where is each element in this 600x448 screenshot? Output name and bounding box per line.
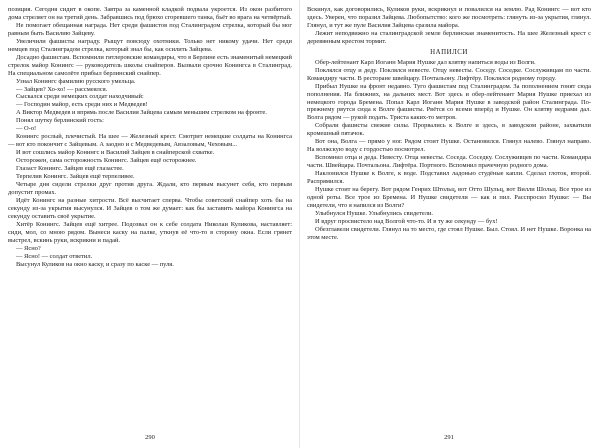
paragraph: Собрали фашисты свежие силы. Прорвались к Волге и здесь, в заводском районе, захватили кромешный пятачок.: [307, 122, 591, 138]
dialogue-line: — Господин майор, есть среди них и Медведев!: [16, 101, 148, 109]
paragraph: Глазаст Конингс. Зайцев ещё глазастее.: [16, 165, 124, 173]
paragraph: Обер-лейтенант Карл Иоганн Мария Нушке дал клятву напиться воды из Волги.: [315, 58, 536, 66]
paragraph: Обезглавели свидетели. Глянул на то место, где стоял Нушке. Был. Стоял. И нет Нушке. Воронка на этом месте.: [307, 225, 591, 241]
paragraph: Вскинул, как договорились, Куликов руки, вскрикнул и повалился на землю. Рад Конингс — вот кто здесь. Уверен, что поразил Зайцева. Любопытство: кого же посмотреть: глянуть из-за укрытия, глянул. Глянул, и тут же пуле Василия Зайцева сразила майора.: [307, 6, 591, 29]
paragraph: Наклонился Нушке к Волге, к воде. Подставил ладонью студёные капли. Сделал глоток, второй. Распрямился.: [307, 170, 591, 186]
paragraph: Улыбнулся Нушке. Улыбнулись свидетели.: [315, 209, 434, 217]
left-page: [8, 6, 292, 442]
paragraph: Узнал Конингс фамилию русского умельца.: [16, 77, 136, 85]
page-number: 291: [444, 434, 454, 441]
paragraph: Осторожен, сама осторожность Конингс. Зайцев ещё осторожнее.: [16, 157, 197, 165]
paragraph: Высунул Куликов на окно каску, и сразу по каске — пуля.: [16, 260, 174, 268]
dialogue-line: — Ясно?: [16, 244, 41, 252]
left-page-text: [8, 6, 292, 429]
paragraph: Вспомнил отца и деда. Невесту. Отца невесты. Соседа. Соседку. Сослуживцев по части. Командира части. Швейцара. Почтальона. Лифтёра. Портного. Вспомнил прачечную родного дома.: [307, 154, 591, 170]
paragraph: Конингс рослый, плечистый. На шее — Железный крест. Смотрит немецкие солдаты на Конингса — вот кто покончит с Зайцевым. А заодно и с Медведевым, Авзаловым, Чеховым...: [8, 133, 292, 149]
dialogue-line: — Зайцев? Хо-хо! — рассмеялся.: [16, 85, 108, 93]
paragraph: Нушке стоит на берегу. Вот рядом Генрих Штольц, вот Отто Шульц, вот Вилли Шольц. Все трое из одной роты. Все трое из Бремена. И Нушке свидетели — как и пил. Расспросил Нушке: — Вы свидетели, что я напился из Волги?: [307, 186, 591, 209]
section-heading: НАПИЛСИ: [430, 48, 468, 56]
paragraph: позиция. Сегодня сидит в окопе. Завтра за каменной кладкой подвала укроется. Из окон разбитого дома стреляет он на третий день. Забравшись под брюхо сгоревшего танка, бьёт во врага на четвёртый.: [8, 6, 292, 21]
paragraph: Лежит неподвижно на сталинградской земле берлинская знаменитость. На шее Железный крест с деревянным крестом тормит.: [307, 29, 591, 45]
paragraph: А Виктор Медведев и впрямь после Василия Зайцева самым меньшим стрелком на фронте.: [16, 109, 267, 117]
paragraph: Понял шутку берлинский гость:: [16, 117, 104, 125]
book-gutter: [299, 0, 300, 448]
paragraph: Терпелив Конингс. Зайцев ещё терпеливее.: [16, 173, 135, 181]
paragraph: Сыскался среди немецких солдат находчивый:: [16, 93, 144, 101]
right-page-text: [307, 6, 591, 429]
paragraph: И вот сошлись майор Конингс и Василий Зайцев в снайперской схватке.: [16, 149, 215, 157]
paragraph: И вдруг просвистело над Волгой что-то. И в ту же секунду — бух!: [315, 217, 498, 225]
paragraph: Хитёр Конингс. Зайцев ещё хитрее. Подозвал он к себе солдата Николаи Куликова, наставляет: сиди, мол, со мною рядом. Вынеси каску на палке, уткнув её что-то в сторону окна. Если грянет выстрел, вскинь руки, вскрикни и падай.: [8, 220, 292, 244]
paragraph: Четыре дня сидели стрелки друг против друга. Ждали, кто первым высунет себя, кто первым допустит промах.: [8, 180, 292, 196]
paragraph: Идёт Конингс на разные хитрости. Всё высчитает сперва. Чтобы советский снайпер хоть бы на секунду из-за укрытия высунулся. И Зайцев о том же думает: как бы заставить майора Конингса на секунду оставить своё укрытие.: [8, 196, 292, 220]
right-page: [307, 6, 591, 442]
paragraph: Вот она, Волга — прямо у ног. Рядом стоит Нушке. Остановился. Глянул налево. Глянул направо. На волжскую воду с гордостью посмотрел.: [307, 138, 591, 154]
paragraph: Досадно фашистам. Вспомнили гитлеровские командиры, что в Берлине есть знаменитый немецкий стрелок майор Конингс — руководитель школы снайперов. Вызвали срочно Конингса в Сталинград. На специальном самолёте прибыл берлинский снайпер.: [8, 53, 292, 77]
dialogue-line: — Ясно! — солдат ответил.: [16, 252, 93, 260]
page-number: 290: [145, 434, 155, 441]
paragraph: Поклялся отцу и деду. Поклялся невесте. Отцу невесты. Соседу. Соседке. Сослуживцам по части. Командиру части. В ресторане швейцару. Почтальону. Лифтёру. Поклялся родному городу.: [307, 66, 591, 82]
paragraph: Не помогает обещанная награда. Нет среди фашистов под Сталинградом стрелка, который бы мог равным быть Василию Зайцеву.: [8, 21, 292, 37]
dialogue-line: — О-о!: [16, 125, 37, 133]
paragraph: Увеличили фашисты награду. Рыщут повсюду охотники. Только нет никому удачи. Нет среди немцев под Сталинградом стрелка, который знал бы, как осилить Зайцева.: [8, 37, 292, 53]
paragraph: Прибыл Нушке на фронт недавно. Туго фашистам под Сталинградом. За пополнением гонят сюда пополнения. На ближних, на дальних мест. Вот здесь и обер-лейтенант Мария Нушке приехал из немецкого города Бремена. Попал Карл Иоганн Мария Нушке в заводской район Сталинграда. По-прежнему рвутся сюда к Волге фашисты. Рвётся со всеми вперёд и Нушке. Он клятву ведрами дал. Волга рядом — рукой подать. Триста каких-то метров.: [307, 82, 591, 122]
